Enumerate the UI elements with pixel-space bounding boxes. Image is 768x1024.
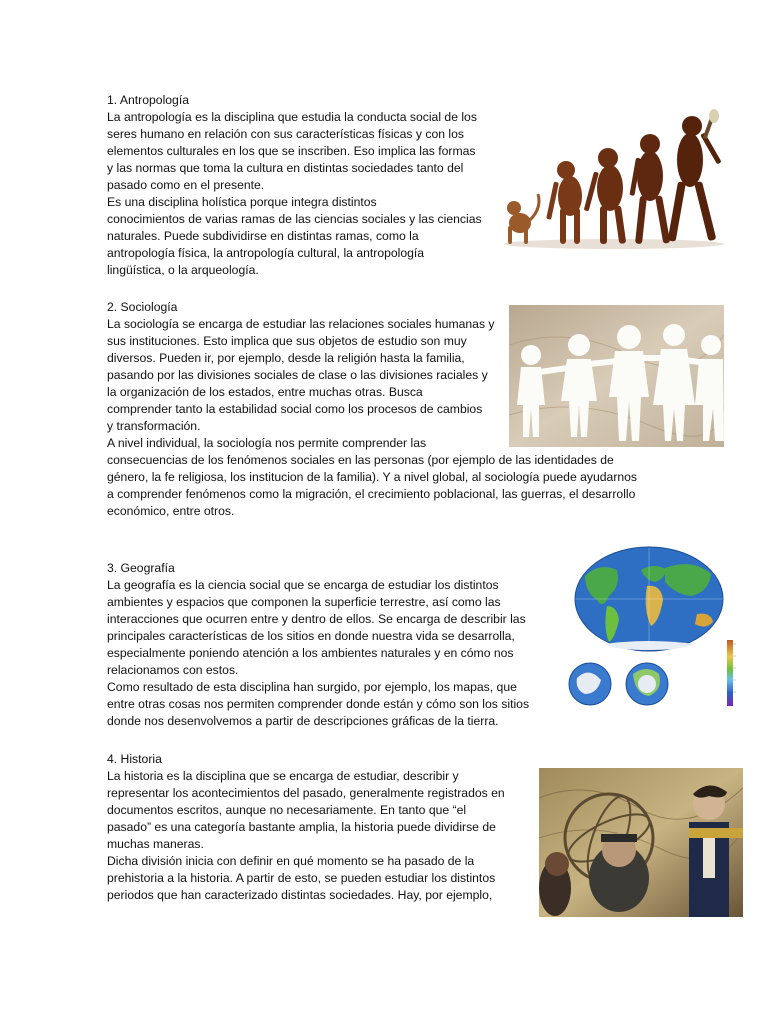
paragraph-line: pasando por las divisiones sociales de clase o las divisiones raciales y [107,368,488,382]
paragraph-line: la organización de los estados, entre muchas otras. Busca [107,385,423,399]
paragraph-line: elementos culturales en los que se inscriben. Eso implica las formas [107,144,476,158]
paragraph-line: La historia es la disciplina que se encarga de estudiar, describir y [107,769,459,783]
paragraph-line: periodos que han caracterizado distintas sociedades. Hay, por ejemplo, [107,888,493,902]
paragraph-line: Es una disciplina holística porque integra distintos [107,195,377,209]
paragraph-line: y las normas que toma la cultura en distintas sociedades tanto del [107,161,464,175]
paragraph-line: y transformación. [107,419,201,433]
paragraph-line: seres humano en relación con sus características físicas y con los [107,127,464,141]
paragraph-line: relacionamos con estos. [107,663,239,677]
section-antropologia [107,92,482,279]
paragraph-line: ambientes y espacios que componen la superficie terrestre, así como las [107,595,501,609]
paragraph-line: entre otras cosas nos permiten comprender donde están y cómo son los sitios [107,697,530,711]
paragraph-line: conocimientos de varias ramas de las ciencias sociales y las ciencias [107,212,482,226]
paragraph-line: prehistoria a la historia. A partir de esto, se pueden estudiar los distintos [107,871,496,885]
paragraph-line: comprender tanto la estabilidad social como los procesos de cambios [107,402,483,416]
section-title: 1. Antropología [107,93,189,107]
section-title: 2. Sociología [107,300,178,314]
paragraph-line: naturales. Puede subdividirse en distintas ramas, como la [107,229,419,243]
human-evolution-image [500,108,728,250]
paragraph-line: género, la fe religiosa, los institucion de la familia). Y a nivel global, al sociología puede ayudarnos [107,470,638,484]
world-map-image [563,544,741,712]
paragraph-line: principales características de los sitios en donde nuestra vida se desarrolla, [107,629,515,643]
paragraph-line: diversos. Pueden ir, por ejemplo, desde la religión hasta la familia, [107,351,465,365]
history-collage-image [539,768,743,917]
paragraph-line: La geografía es la ciencia social que se encarga de estudiar los distintos [107,578,499,592]
paragraph-line: pasado” es una categoría bastante amplia, la historia puede dividirse de [107,820,496,834]
section-title: 4. Historia [107,752,162,766]
paragraph-line: consecuencias de los fenómenos sociales en las personas (por ejemplo de las identidades de [107,453,614,467]
paragraph-line: antropología física, la antropología cultural, la antropología [107,246,425,260]
section-historia [107,751,505,904]
paragraph-line: representar los acontecimientos del pasado, generalmente registrados en [107,786,505,800]
paragraph-line: especialmente poniendo atención a los ambientes naturales y en cómo nos [107,646,514,660]
paragraph-line: Como resultado de esta disciplina han surgido, por ejemplo, los mapas, que [107,680,517,694]
paragraph-line: La sociología se encarga de estudiar las relaciones sociales humanas y [107,317,495,331]
paragraph-line: donde nos desenvolvemos a partir de descripciones gráficas de la tierra. [107,714,499,728]
paragraph-line: Dicha división inicia con definir en qué momento se ha pasado de la [107,854,475,868]
section-geografia [107,560,529,730]
paragraph-line: A nivel individual, la sociología nos permite comprender las [107,436,427,450]
paper-people-chain-image [509,305,724,447]
paragraph-line: económico, entre otros. [107,504,235,518]
paragraph-line: La antropología es la disciplina que estudia la conducta social de los [107,110,477,124]
paragraph-line: muchas maneras. [107,837,204,851]
paragraph-line: lingüística, o la arqueología. [107,263,259,277]
paragraph-line: a comprender fenómenos como la migración, el crecimiento poblacional, las guerras, el desarrollo [107,487,636,501]
paragraph-line: interacciones que ocurren entre y dentro de ellos. Se encarga de describir las [107,612,526,626]
paragraph-line: documentos escritos, aunque no necesariamente. En tanto que “el [107,803,467,817]
paragraph-line: sus instituciones. Esto implica que sus objetos de estudio son muy [107,334,467,348]
section-title: 3. Geografía [107,561,175,575]
paragraph-line: pasado como en el presente. [107,178,265,192]
